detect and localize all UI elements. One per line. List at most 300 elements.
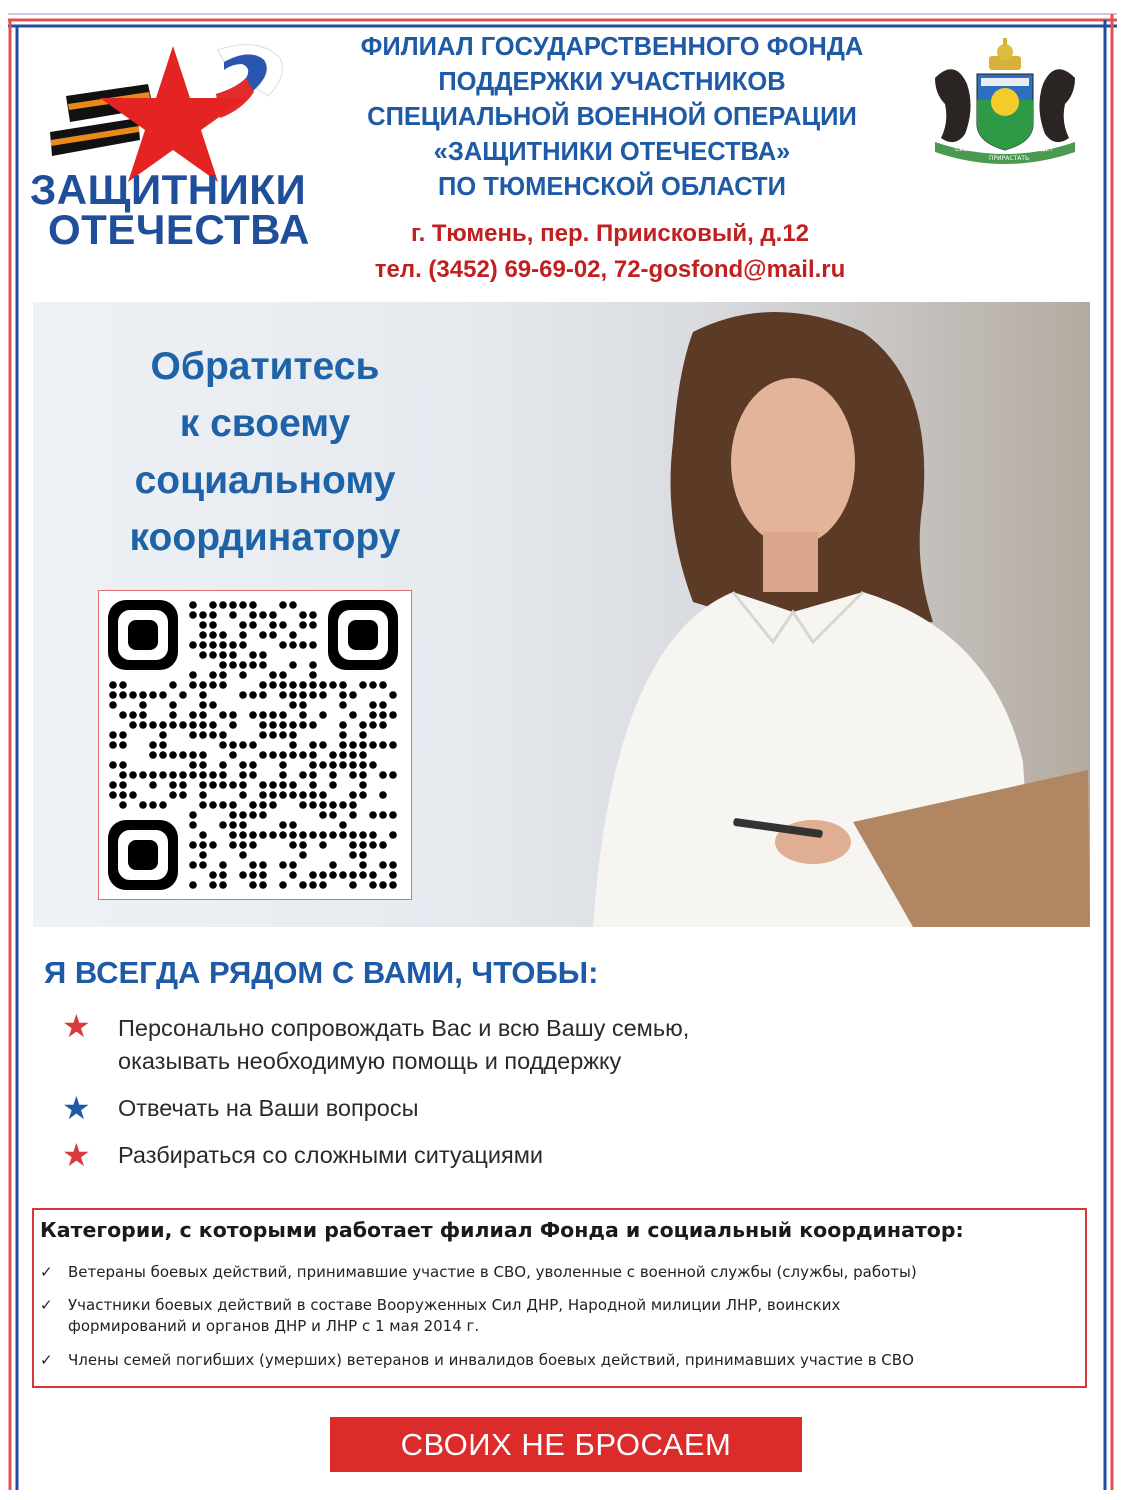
qr-dot <box>159 801 167 809</box>
qr-dot <box>219 731 227 739</box>
qr-dot <box>129 791 137 799</box>
qr-dot <box>219 741 227 749</box>
qr-dot <box>309 691 317 699</box>
qr-dot <box>149 801 157 809</box>
qr-dot <box>169 771 177 779</box>
qr-dot <box>159 691 167 699</box>
qr-dot <box>189 671 197 679</box>
qr-dot <box>379 681 387 689</box>
qr-dot <box>349 741 357 749</box>
qr-dot <box>299 841 307 849</box>
qr-dot <box>149 691 157 699</box>
qr-dot <box>279 881 287 889</box>
qr-dot <box>279 791 287 799</box>
qr-dot <box>249 761 257 769</box>
qr-dot <box>359 761 367 769</box>
qr-dot <box>239 851 247 859</box>
qr-dot <box>209 771 217 779</box>
qr-dot <box>279 831 287 839</box>
qr-dot <box>379 711 387 719</box>
qr-dot <box>189 711 197 719</box>
qr-dot <box>349 751 357 759</box>
qr-dot <box>199 731 207 739</box>
qr-dot <box>359 731 367 739</box>
qr-dot <box>309 611 317 619</box>
qr-finder-center <box>128 840 158 870</box>
qr-dot <box>239 661 247 669</box>
qr-dot <box>379 811 387 819</box>
qr-dot <box>359 721 367 729</box>
phone-email-text: тел. (3452) 69-69-02, 72-gosfond@mail.ru <box>374 256 846 283</box>
title-line: ПОДДЕРЖКИ УЧАСТНИКОВ <box>438 68 786 96</box>
benefit-item <box>118 1012 689 1078</box>
qr-dot <box>229 801 237 809</box>
qr-dot <box>359 841 367 849</box>
qr-dot <box>209 881 217 889</box>
qr-dot <box>299 831 307 839</box>
qr-dot <box>269 681 277 689</box>
qr-dot <box>299 621 307 629</box>
qr-dot <box>369 811 377 819</box>
qr-dot <box>189 681 197 689</box>
qr-dot <box>279 731 287 739</box>
qr-dot <box>289 661 297 669</box>
qr-dot <box>139 701 147 709</box>
qr-dot <box>209 721 217 729</box>
qr-dot <box>299 611 307 619</box>
qr-dot <box>249 881 257 889</box>
qr-dot <box>189 811 197 819</box>
qr-dot <box>289 631 297 639</box>
qr-dot <box>369 831 377 839</box>
qr-dot <box>339 691 347 699</box>
benefit-item <box>118 1139 543 1172</box>
qr-dot <box>369 701 377 709</box>
qr-dot <box>379 701 387 709</box>
qr-dot <box>259 721 267 729</box>
qr-dot <box>359 831 367 839</box>
qr-dot <box>329 871 337 879</box>
qr-dot <box>189 771 197 779</box>
qr-dot <box>129 771 137 779</box>
qr-dot <box>309 781 317 789</box>
qr-dot <box>159 721 167 729</box>
qr-dot <box>339 831 347 839</box>
qr-dot <box>219 681 227 689</box>
qr-dot <box>189 841 197 849</box>
qr-dot <box>269 611 277 619</box>
qr-dot <box>339 741 347 749</box>
categories-title: Категории, с которыми работает филиал Фонда и социальный координатор: <box>40 1218 964 1242</box>
qr-dot <box>219 781 227 789</box>
qr-dot <box>199 621 207 629</box>
qr-dot <box>369 881 377 889</box>
qr-dot <box>329 811 337 819</box>
qr-dot <box>109 741 117 749</box>
qr-dot <box>229 751 237 759</box>
qr-dot <box>369 711 377 719</box>
qr-dot <box>169 721 177 729</box>
qr-dot <box>279 711 287 719</box>
qr-dot <box>139 721 147 729</box>
qr-dot <box>239 781 247 789</box>
qr-dot <box>249 801 257 809</box>
qr-dot <box>389 881 397 889</box>
qr-dot <box>369 741 377 749</box>
qr-dot <box>119 791 127 799</box>
qr-dot <box>289 741 297 749</box>
qr-dot <box>139 691 147 699</box>
qr-dot <box>229 611 237 619</box>
qr-dot <box>259 861 267 869</box>
qr-dot <box>249 871 257 879</box>
qr-dot <box>199 761 207 769</box>
qr-dot <box>249 861 257 869</box>
qr-dot <box>129 721 137 729</box>
qr-dot <box>179 781 187 789</box>
qr-dot <box>239 761 247 769</box>
qr-dot <box>279 761 287 769</box>
qr-dot <box>289 601 297 609</box>
qr-dot <box>259 611 267 619</box>
qr-dot <box>219 881 227 889</box>
qr-dot <box>259 631 267 639</box>
qr-dot <box>309 771 317 779</box>
qr-dot <box>279 691 287 699</box>
qr-dot <box>209 841 217 849</box>
logo-text-line1: ЗАЩИТНИКИ <box>30 166 307 213</box>
qr-dot <box>349 711 357 719</box>
qr-dot <box>329 761 337 769</box>
qr-dot <box>389 831 397 839</box>
qr-dot <box>229 821 237 829</box>
qr-dot <box>239 771 247 779</box>
qr-dot <box>109 691 117 699</box>
qr-dot <box>379 741 387 749</box>
qr-dot <box>119 741 127 749</box>
qr-dot <box>239 811 247 819</box>
crown-icon <box>989 38 1021 70</box>
qr-dot <box>289 871 297 879</box>
qr-dot <box>309 761 317 769</box>
address-text: г. Тюмень, пер. Приисковый, д.12 <box>410 220 810 247</box>
qr-dot <box>269 781 277 789</box>
qr-dot <box>319 761 327 769</box>
headline-line: социальному <box>134 459 396 502</box>
qr-dot <box>199 611 207 619</box>
qr-dot <box>389 691 397 699</box>
qr-dot <box>249 661 257 669</box>
qr-dot <box>279 771 287 779</box>
qr-dot <box>219 601 227 609</box>
qr-dot <box>369 841 377 849</box>
qr-dot <box>209 731 217 739</box>
qr-dot <box>279 781 287 789</box>
qr-dot <box>239 871 247 879</box>
qr-dot <box>139 711 147 719</box>
qr-dot <box>379 841 387 849</box>
qr-dot <box>199 721 207 729</box>
qr-dot <box>249 711 257 719</box>
qr-code[interactable] <box>98 590 412 900</box>
qr-dot <box>269 831 277 839</box>
qr-dot <box>209 701 217 709</box>
qr-dot <box>329 781 337 789</box>
qr-dot <box>279 621 287 629</box>
qr-dot <box>119 681 127 689</box>
category-line: формирований и органов ДНР и ЛНР с 1 мая 2014 г. <box>68 1317 480 1335</box>
qr-dot <box>329 771 337 779</box>
qr-dot <box>159 741 167 749</box>
qr-dot <box>379 881 387 889</box>
qr-dot <box>239 631 247 639</box>
qr-dot <box>179 791 187 799</box>
qr-dot <box>289 701 297 709</box>
checkmark-icon: ✓ <box>40 1263 53 1281</box>
qr-dot <box>219 821 227 829</box>
qr-dot <box>339 731 347 739</box>
qr-dot <box>349 881 357 889</box>
qr-dot <box>299 751 307 759</box>
qr-dot <box>249 841 257 849</box>
qr-dot <box>169 701 177 709</box>
qr-dot <box>229 811 237 819</box>
qr-dot <box>239 841 247 849</box>
qr-dot <box>359 861 367 869</box>
qr-dot <box>289 641 297 649</box>
qr-dot <box>199 691 207 699</box>
qr-dot <box>229 601 237 609</box>
qr-dot <box>289 691 297 699</box>
qr-dot <box>219 771 227 779</box>
qr-dot <box>219 651 227 659</box>
qr-dot <box>279 641 287 649</box>
qr-dot <box>309 801 317 809</box>
qr-dot <box>289 731 297 739</box>
qr-dot <box>249 811 257 819</box>
qr-dot <box>249 691 257 699</box>
qr-dot <box>279 861 287 869</box>
qr-dot <box>119 761 127 769</box>
qr-dot <box>319 881 327 889</box>
qr-dot <box>359 751 367 759</box>
benefit-line: Разбираться со сложными ситуациями <box>118 1142 544 1168</box>
qr-dot <box>279 751 287 759</box>
category-line: Ветераны боевых действий, принимавшие участие в СВО, уволенные с военной службы (службы, работы) <box>68 1263 917 1281</box>
qr-dot <box>289 751 297 759</box>
qr-dot <box>389 871 397 879</box>
qr-dot <box>299 691 307 699</box>
slogan-banner: СВОИХ НЕ БРОСАЕМ <box>330 1417 802 1472</box>
qr-dot <box>199 791 207 799</box>
qr-dot <box>359 781 367 789</box>
title-line: «ЗАЩИТНИКИ ОТЕЧЕСТВА» <box>433 138 791 166</box>
qr-dot <box>109 791 117 799</box>
qr-dot <box>189 861 197 869</box>
benefit-item <box>118 1092 419 1125</box>
qr-dot <box>209 611 217 619</box>
qr-dot <box>239 821 247 829</box>
qr-dot <box>259 681 267 689</box>
qr-dot <box>299 851 307 859</box>
qr-dot <box>269 671 277 679</box>
logo-text-line2: ОТЕЧЕСТВА <box>48 206 310 253</box>
red-star-bullet-icon: ★ <box>62 1137 91 1173</box>
qr-dot <box>299 681 307 689</box>
qr-dot <box>219 761 227 769</box>
qr-dot <box>389 741 397 749</box>
qr-dot <box>279 671 287 679</box>
headline-line: координатору <box>129 516 401 559</box>
qr-dot <box>329 831 337 839</box>
qr-dot <box>259 781 267 789</box>
qr-dot <box>309 751 317 759</box>
qr-dot <box>219 801 227 809</box>
qr-dot <box>289 781 297 789</box>
benefit-line: Отвечать на Ваши вопросы <box>118 1095 419 1121</box>
qr-dot <box>319 741 327 749</box>
qr-dot <box>259 871 267 879</box>
qr-dot <box>209 671 217 679</box>
qr-dot <box>269 721 277 729</box>
qr-dot <box>339 821 347 829</box>
qr-dot <box>219 661 227 669</box>
checkmark-icon: ✓ <box>40 1296 53 1314</box>
qr-dot <box>189 641 197 649</box>
qr-dot <box>229 781 237 789</box>
qr-dot <box>309 881 317 889</box>
qr-dot <box>239 671 247 679</box>
qr-dot <box>199 701 207 709</box>
headline-line: Обратитесь <box>150 345 380 388</box>
qr-dot <box>289 791 297 799</box>
qr-dot <box>219 671 227 679</box>
qr-dot <box>199 631 207 639</box>
qr-dot <box>269 751 277 759</box>
qr-dot <box>239 621 247 629</box>
qr-dot <box>259 751 267 759</box>
qr-dot <box>199 841 207 849</box>
qr-dot <box>119 691 127 699</box>
qr-dot <box>229 841 237 849</box>
qr-dot <box>239 601 247 609</box>
qr-dot <box>239 831 247 839</box>
qr-dot <box>109 701 117 709</box>
qr-dot <box>139 801 147 809</box>
qr-dot <box>279 601 287 609</box>
qr-dot <box>359 871 367 879</box>
qr-dot <box>319 711 327 719</box>
qr-dot <box>269 711 277 719</box>
qr-dot <box>389 811 397 819</box>
qr-code-pattern <box>99 591 410 898</box>
qr-dot <box>249 831 257 839</box>
qr-dot <box>349 871 357 879</box>
qr-dot <box>319 841 327 849</box>
qr-dot <box>199 771 207 779</box>
qr-dot <box>269 801 277 809</box>
qr-dot <box>319 791 327 799</box>
qr-dot <box>139 771 147 779</box>
qr-dot <box>229 641 237 649</box>
qr-dot <box>269 621 277 629</box>
qr-dot <box>199 711 207 719</box>
qr-dot <box>169 791 177 799</box>
qr-dot <box>279 821 287 829</box>
qr-dot <box>259 661 267 669</box>
qr-dot <box>299 711 307 719</box>
qr-dot <box>209 681 217 689</box>
qr-dot <box>109 761 117 769</box>
qr-dot <box>109 781 117 789</box>
qr-dot <box>309 741 317 749</box>
qr-dot <box>119 781 127 789</box>
qr-dot <box>259 831 267 839</box>
qr-dot <box>259 711 267 719</box>
qr-dot <box>249 651 257 659</box>
qr-dot <box>259 801 267 809</box>
qr-dot <box>369 761 377 769</box>
qr-dot <box>299 881 307 889</box>
qr-dot <box>359 851 367 859</box>
qr-dot <box>269 631 277 639</box>
benefit-line: Персонально сопровождать Вас и всю Вашу семью, <box>118 1015 690 1041</box>
qr-dot <box>189 611 197 619</box>
title-line: ФИЛИАЛ ГОСУДАРСТВЕННОГО ФОНДА <box>360 33 864 61</box>
qr-dot <box>189 751 197 759</box>
qr-dot <box>219 631 227 639</box>
qr-dot <box>149 721 157 729</box>
benefit-line: оказывать необходимую помощь и поддержку <box>118 1048 622 1074</box>
qr-dot <box>239 791 247 799</box>
qr-dot <box>119 801 127 809</box>
qr-dot <box>319 831 327 839</box>
qr-dot <box>219 861 227 869</box>
qr-dot <box>149 781 157 789</box>
qr-dot <box>189 721 197 729</box>
qr-dot <box>179 721 187 729</box>
checkmark-icon: ✓ <box>40 1351 53 1369</box>
qr-dot <box>279 681 287 689</box>
qr-dot <box>249 741 257 749</box>
qr-dot <box>189 601 197 609</box>
qr-dot <box>299 791 307 799</box>
qr-dot <box>199 681 207 689</box>
qr-dot <box>109 681 117 689</box>
qr-dot <box>169 781 177 789</box>
qr-dot <box>339 681 347 689</box>
qr-dot <box>219 871 227 879</box>
qr-dot <box>289 721 297 729</box>
qr-dot <box>369 871 377 879</box>
qr-dot <box>129 691 137 699</box>
title-line: СПЕЦИАЛЬНОЙ ВОЕННОЙ ОПЕРАЦИИ <box>367 103 857 131</box>
qr-dot <box>229 651 237 659</box>
qr-dot <box>309 871 317 879</box>
qr-dot <box>259 881 267 889</box>
qr-dot <box>349 801 357 809</box>
organization-title <box>312 30 912 205</box>
qr-dot <box>309 641 317 649</box>
qr-dot <box>349 761 357 769</box>
qr-dot <box>309 661 317 669</box>
qr-dot <box>169 751 177 759</box>
qr-dot <box>129 711 137 719</box>
qr-dot <box>289 861 297 869</box>
qr-dot <box>359 681 367 689</box>
qr-dot <box>209 801 217 809</box>
qr-dot <box>269 791 277 799</box>
